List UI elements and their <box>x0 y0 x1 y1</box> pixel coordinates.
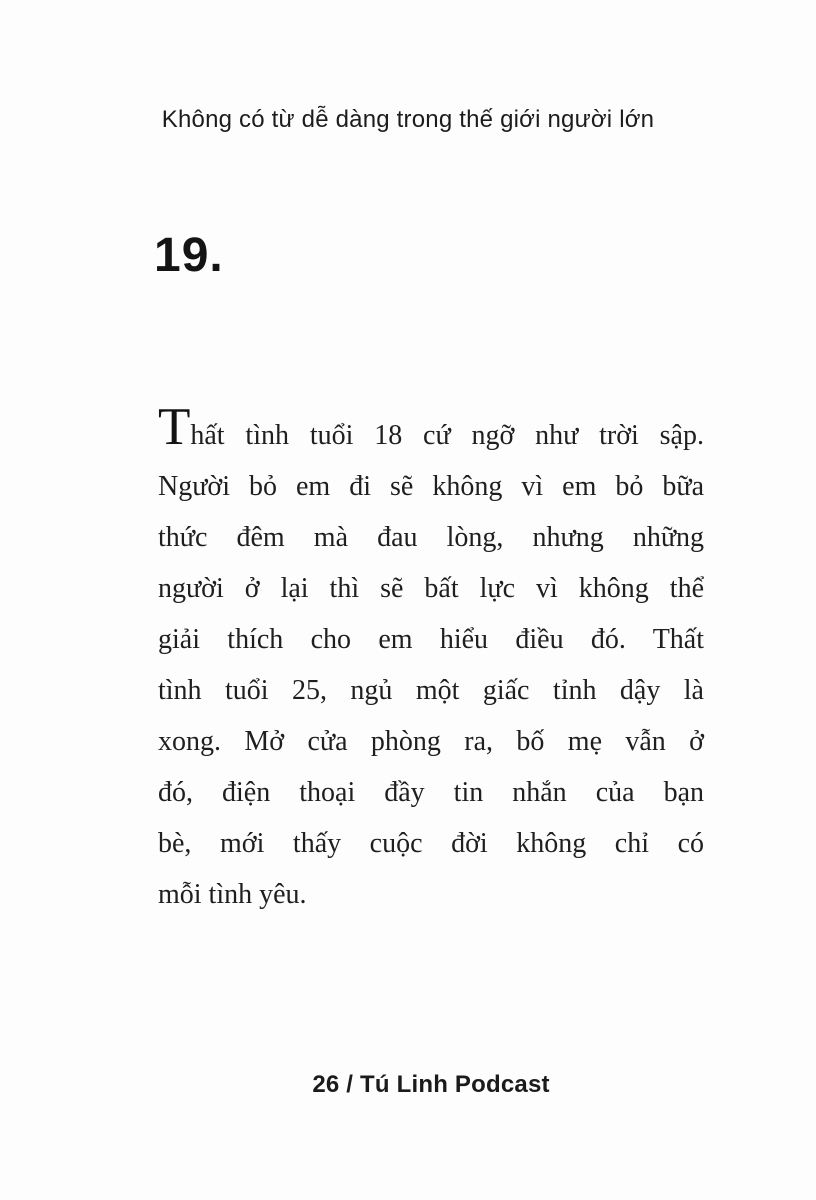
body-line: giải thích cho em hiểu điều đó. Thất <box>158 624 704 655</box>
body-line <box>158 398 704 461</box>
page-footer: 26 / Tú Linh Podcast <box>312 1071 550 1098</box>
body-line: mỗi tình yêu. <box>158 879 307 910</box>
body-line: đó, điện thoại đầy tin nhắn của bạn <box>158 777 704 808</box>
body-line: người ở lại thì sẽ bất lực vì không thể <box>158 573 704 604</box>
body-line: xong. Mở cửa phòng ra, bố mẹ vẫn ở <box>158 726 704 757</box>
body-line: Người bỏ em đi sẽ không vì em bỏ bữa <box>158 471 704 502</box>
body-line: thức đêm mà đau lòng, nhưng những <box>158 522 704 553</box>
running-head: Không có từ dễ dàng trong thế giới người lớn <box>161 106 655 133</box>
chapter-number: 19. <box>154 229 224 282</box>
body-line: tình tuổi 25, ngủ một giấc tỉnh dậy là <box>158 675 704 706</box>
body-line-text: hất tình tuổi 18 cứ ngỡ như trời sập. <box>190 420 704 451</box>
drop-cap: T <box>158 398 191 456</box>
paragraph <box>158 398 704 920</box>
body-line: bè, mới thấy cuộc đời không chỉ có <box>158 828 704 859</box>
